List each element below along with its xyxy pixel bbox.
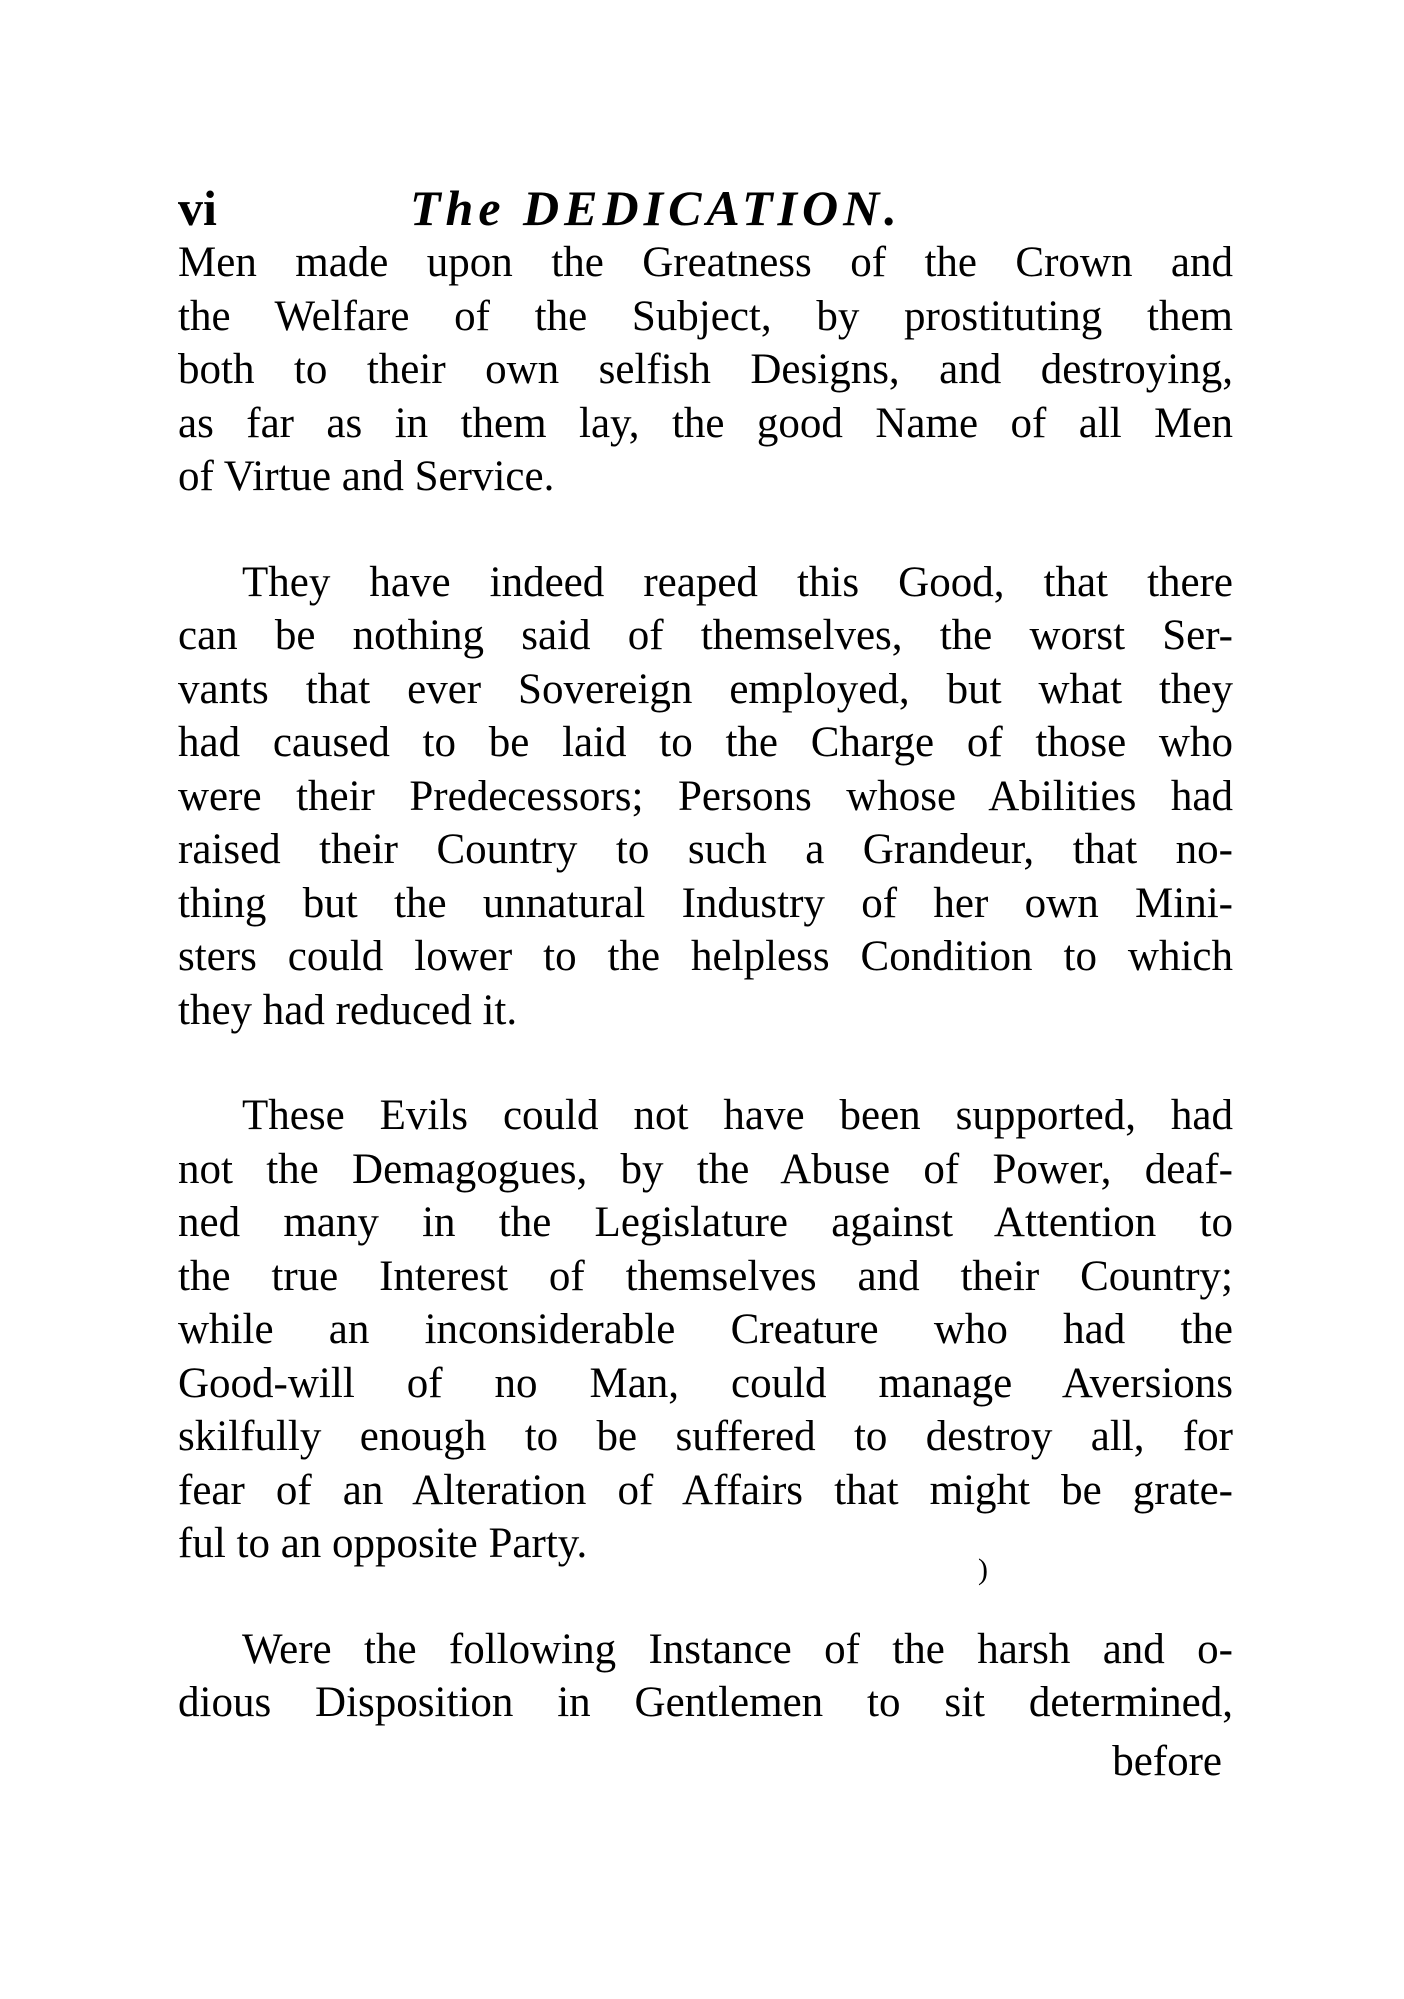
- text-line: sters could lower to the helpless Condition to which: [178, 933, 1233, 980]
- text-line: as far as in them lay, the good Name of all Men: [178, 399, 1233, 447]
- text-line: they had reduced it.: [178, 986, 518, 1034]
- page-number: vi: [178, 180, 217, 236]
- text-line: thing but the unnatural Industry of her own Mini-: [178, 879, 1233, 927]
- text-line: can be nothing said of themselves, the worst Ser-: [178, 612, 1233, 659]
- text-line: These Evils could not have been supported, had: [242, 1092, 1233, 1139]
- text-line: not the Demagogues, by the Abuse of Power, deaf-: [178, 1145, 1233, 1193]
- text-line: dious Disposition in Gentlemen to sit determined,: [178, 1679, 1233, 1726]
- text-line: Were the following Instance of the harsh and o-: [242, 1625, 1233, 1673]
- text-line: They have indeed reaped this Good, that there: [242, 558, 1233, 606]
- body-text: [178, 236, 1233, 1730]
- text-line: ned many in the Legislature against Attention to: [178, 1199, 1233, 1246]
- text-line: the true Interest of themselves and their Country;: [178, 1252, 1233, 1300]
- text-line: raised their Country to such a Grandeur, that no-: [178, 826, 1233, 873]
- text-line: skilfully enough to be suffered to destroy all, for: [178, 1413, 1233, 1460]
- text-line: fear of an Alteration of Affairs that might be grate-: [178, 1466, 1233, 1514]
- text-line: while an inconsiderable Creature who had the: [178, 1306, 1233, 1353]
- catchword: before: [1112, 1738, 1222, 1785]
- text-line: vants that ever Sovereign employed, but what they: [178, 665, 1233, 713]
- text-line: both to their own selfish Designs, and destroying,: [178, 346, 1233, 393]
- text-line: were their Predecessors; Persons whose Abilities had: [178, 772, 1233, 820]
- text-line: of Virtue and Service.: [178, 453, 555, 500]
- text-line: ful to an opposite Party.: [178, 1520, 588, 1567]
- text-line: Good-will of no Man, could manage Aversions: [178, 1359, 1233, 1407]
- running-title: The DEDICATION.: [410, 180, 902, 236]
- text-line: the Welfare of the Subject, by prostituting them: [178, 292, 1233, 340]
- text-line: had caused to be laid to the Charge of those who: [178, 719, 1233, 766]
- text-line: Men made upon the Greatness of the Crown and: [178, 239, 1233, 286]
- stray-print-mark: ): [978, 1553, 988, 1586]
